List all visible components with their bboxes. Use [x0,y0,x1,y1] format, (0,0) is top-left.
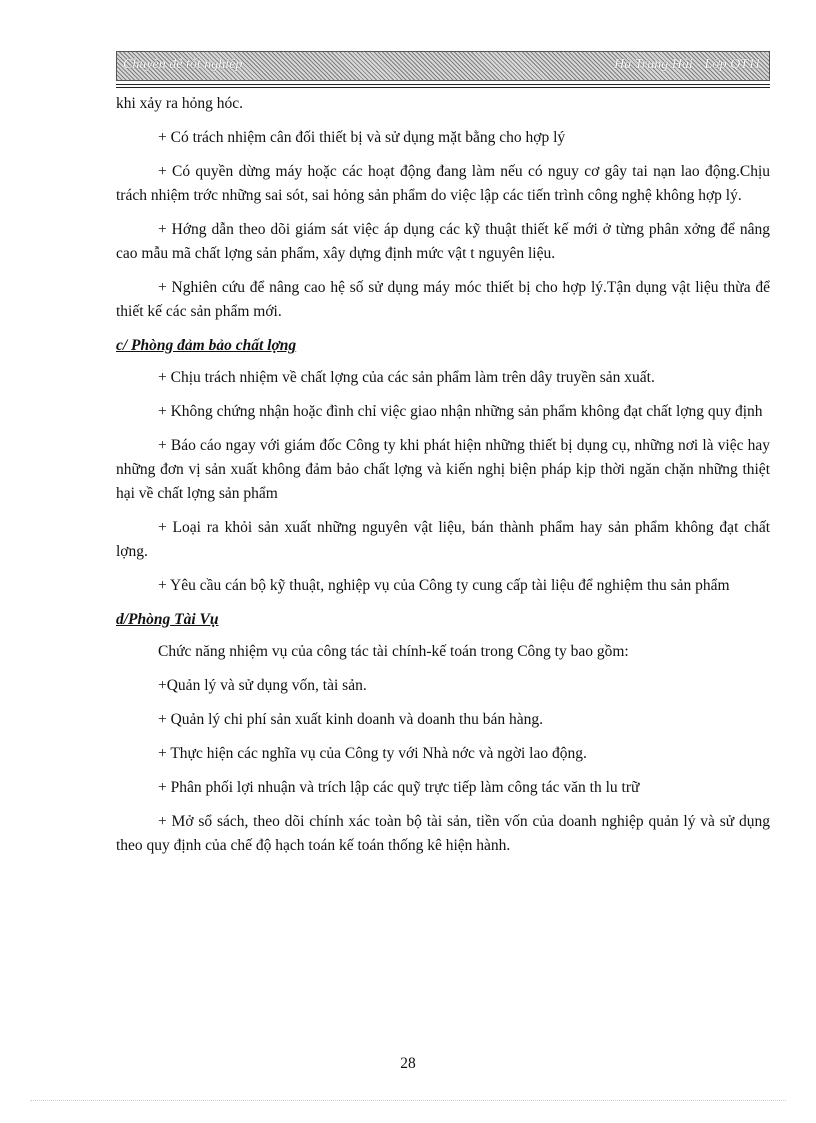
paragraph: + Mở sổ sách, theo dõi chính xác toàn bộ tài sản, tiền vốn của doanh nghiệp quản lý và sử dụng theo quy định của chế độ hạch toán kế toán thống kê hiện hành. [116,813,770,854]
paragraph: + Loại ra khỏi sản xuất những nguyên vật liệu, bán thành phẩm hay sản phẩm không đạt chất lợng. [116,519,770,560]
paragraph: + Không chứng nhận hoặc đình chỉ việc giao nhận những sản phẩm không đạt chất lợng quy định [158,403,763,420]
paragraph: + Nghiên cứu để nâng cao hệ số sử dụng máy móc thiết bị cho hợp lý.Tận dụng vật liệu thừa để thiết kế các sản phẩm mới. [116,279,770,320]
paragraph: +Quản lý và sử dụng vốn, tài sản. [158,677,367,694]
header-title-right: Hà Trung Hải - Lớp QT11 [614,57,761,72]
section-heading-finance: d/Phòng Tài Vụ [116,611,219,628]
paragraph: + Có trách nhiệm cân đối thiết bị và sử dụng mặt bằng cho hợp lý [158,129,566,146]
paragraph: khi xảy ra hỏng hóc. [116,95,243,112]
paragraph: + Báo cáo ngay với giám đốc Công ty khi phát hiện những thiết bị dụng cụ, những nơi là việc hay những đơn vị sản xuất không đảm bảo chất lợng và kiến nghị biện pháp kịp thời ngăn chặn những thiệt hại về chất lợng sản phẩm [116,437,770,502]
footer-divider [30,1100,786,1102]
paragraph: + Phân phối lợi nhuận và trích lập các quỹ trực tiếp làm công tác văn th lu trữ [158,779,640,796]
section-heading-quality: c/ Phòng đảm bảo chất lợng [116,337,297,354]
page-header [116,51,770,81]
paragraph: + Thực hiện các nghĩa vụ của Công ty với Nhà nớc và ngời lao động. [158,745,587,762]
paragraph: + Quản lý chi phí sản xuất kinh doanh và doanh thu bán hàng. [158,711,543,728]
document-body [116,92,770,868]
header-title-left: Chuyên đề tốt nghiệp [123,57,243,72]
page-number: 28 [400,1055,416,1072]
paragraph: + Hớng dẫn theo dõi giám sát việc áp dụng các kỹ thuật thiết kế mới ở từng phân xởng để nâng cao mẫu mã chất lợng sản phẩm, xây dựng định mức vật t nguyên liệu. [116,221,770,262]
paragraph: + Chịu trách nhiệm về chất lợng của các sản phẩm làm trên dây truyền sản xuất. [158,369,655,386]
header-divider [116,84,770,88]
paragraph: + Có quyền dừng máy hoặc các hoạt động đang làm nếu có nguy cơ gây tai nạn lao động.Chịu trách nhiệm trớc những sai sót, sai hỏng sản phẩm do việc lập các tiến trình công nghệ không hợp lý. [116,163,770,204]
paragraph: + Yêu cầu cán bộ kỹ thuật, nghiệp vụ của Công ty cung cấp tài liệu để nghiệm thu sản phẩm [158,577,730,594]
paragraph: Chức năng nhiệm vụ của công tác tài chính-kế toán trong Công ty bao gồm: [158,643,629,660]
